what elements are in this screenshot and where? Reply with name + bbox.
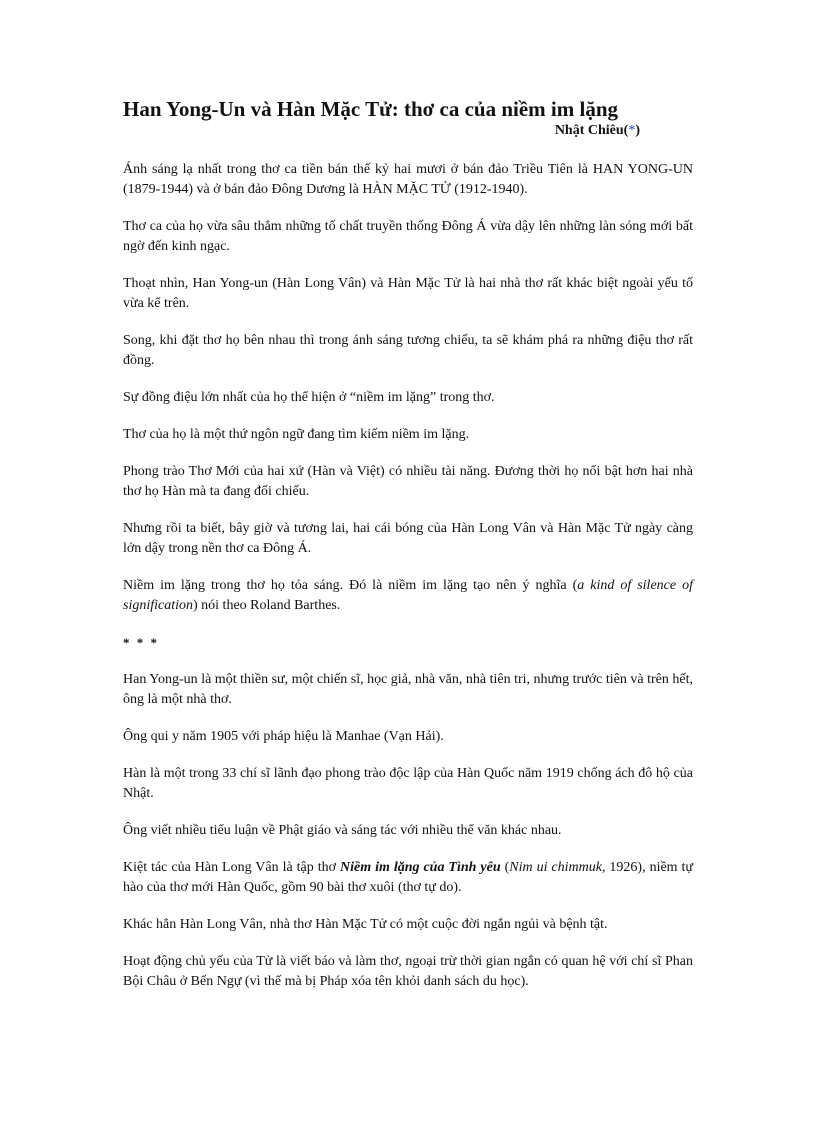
footnote-marker-link[interactable]: * — [628, 123, 636, 138]
paragraph: Ánh sáng lạ nhất trong thơ ca tiền bán thế kỷ hai mươi ở bán đảo Triều Tiên là HAN YONG-UN (1879-1944) và ở bán đảo Đông Dương là HÀN MẶC TỬ (1912-1940). — [123, 162, 693, 197]
masterpiece-korean-title: Nim ui chimmuk — [509, 860, 602, 875]
paragraph: Sự đồng điệu lớn nhất của họ thể hiện ở “niềm im lặng” trong thơ. — [123, 390, 495, 405]
paragraph: Ông viết nhiều tiểu luận về Phật giáo và sáng tác với nhiều thể văn khác nhau. — [123, 823, 562, 838]
author-name: Nhật Chiêu( — [554, 123, 629, 138]
masterpiece-text-after: , 1926), niềm tự hào của thơ mới Hàn Quốc, gồm 90 bài thơ xuôi (thơ tự do). — [123, 860, 694, 895]
paragraph-masterpiece — [123, 858, 693, 898]
paragraph: Phong trào Thơ Mới của hai xứ (Hàn và Việt) có nhiều tài năng. Đương thời họ nổi bật hơn hai nhà thơ họ Hàn mà ta đang đối chiếu. — [123, 464, 693, 499]
paragraph: Thoạt nhìn, Han Yong-un (Hàn Long Vân) và Hàn Mặc Tử là hai nhà thơ rất khác biệt ngoài yếu tố vừa kể trên. — [123, 276, 693, 311]
document-page — [123, 96, 693, 1009]
barthes-italic-phrase: a kind of silence of signification — [123, 578, 693, 613]
paragraph-barthes — [123, 576, 693, 616]
section-separator: * * * — [123, 635, 159, 650]
barthes-text-after: ) nói theo Roland Barthes. — [193, 598, 341, 613]
paragraph: Khác hẳn Hàn Long Vân, nhà thơ Hàn Mặc Tử có một cuộc đời ngắn ngủi và bệnh tật. — [123, 917, 608, 932]
masterpiece-title: Niềm im lặng của Tình yêu — [340, 860, 501, 875]
paragraph: Thơ của họ là một thứ ngôn ngữ đang tìm kiếm niềm im lặng. — [123, 427, 470, 442]
masterpiece-text-mid: ( — [500, 860, 510, 875]
author-close: ) — [635, 123, 640, 138]
masterpiece-text-before: Kiệt tác của Hàn Long Vân là tập thơ — [123, 860, 340, 875]
author-byline — [123, 122, 640, 140]
paragraph: Hoạt động chủ yếu của Tử là viết báo và làm thơ, ngoại trừ thời gian ngắn có quan hệ với chí sĩ Phan Bội Châu ở Bến Ngự (vì thế mà bị Pháp xóa tên khỏi danh sách du học). — [123, 954, 693, 989]
article-title: Han Yong-Un và Hàn Mặc Tử: thơ ca của niềm im lặng — [123, 97, 619, 121]
paragraph: Song, khi đặt thơ họ bên nhau thì trong ánh sáng tương chiếu, ta sẽ khám phá ra những điệu thơ rất đồng. — [123, 333, 693, 368]
paragraph: Nhưng rồi ta biết, bây giờ và tương lai, hai cái bóng của Hàn Long Vân và Hàn Mặc Tử ngày càng lớn dậy trong nền thơ ca Đông Á. — [123, 521, 693, 556]
barthes-text-before: Niềm im lặng trong thơ họ tỏa sáng. Đó là niềm im lặng tạo nên ý nghĩa ( — [123, 578, 578, 593]
paragraph: Hàn là một trong 33 chí sĩ lãnh đạo phong trào độc lập của Hàn Quốc năm 1919 chống ách đô hộ của Nhật. — [123, 766, 693, 801]
paragraph: Han Yong-un là một thiền sư, một chiến sĩ, học giả, nhà văn, nhà tiên tri, nhưng trước tiên và trên hết, ông là một nhà thơ. — [123, 672, 693, 707]
article-body — [123, 160, 693, 992]
paragraph: Ông qui y năm 1905 với pháp hiệu là Manhae (Vạn Hải). — [123, 729, 444, 744]
paragraph: Thơ ca của họ vừa sâu thẳm những tố chất truyền thống Đông Á vừa dậy lên những làn sóng mới bất ngờ đến kinh ngạc. — [123, 219, 693, 254]
